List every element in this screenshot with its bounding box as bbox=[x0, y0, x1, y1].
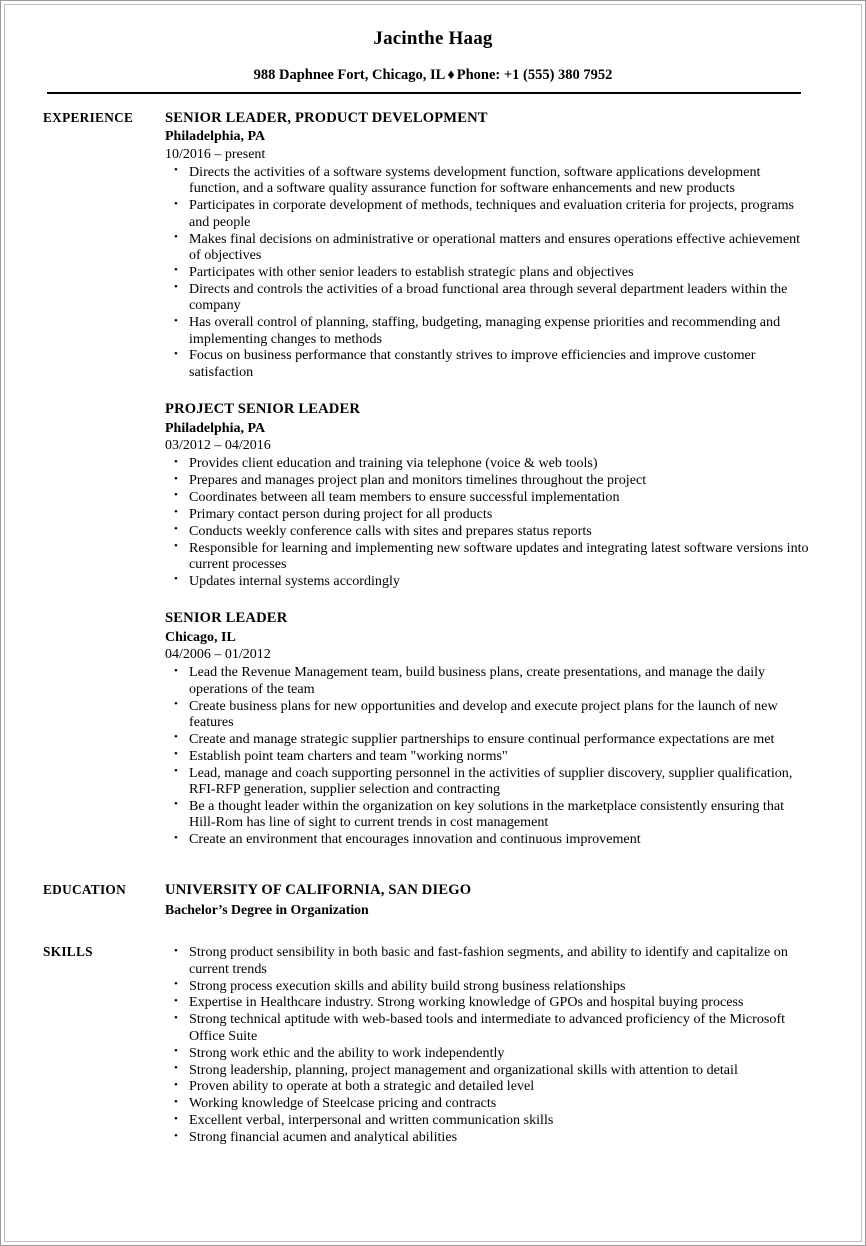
section-label-skills: SKILLS bbox=[43, 944, 93, 960]
candidate-name: Jacinthe Haag bbox=[373, 28, 493, 49]
bullet-item: • Has overall control of planning, staffing, budgeting, managing expense priorities and recommending and implementing changes to methods bbox=[165, 314, 813, 347]
bullet-item: • Proven ability to operate at both a strategic and detailed level bbox=[165, 1078, 813, 1094]
section-education bbox=[5, 882, 861, 918]
bullet-item: • Directs and controls the activities of a broad functional area through several department leaders within the company bbox=[165, 281, 813, 314]
education-entry bbox=[165, 882, 861, 918]
bullet-item: • Strong technical aptitude with web-based tools and intermediate to advanced proficiency of the Microsoft Office Suite bbox=[165, 1011, 813, 1044]
bullet-item: • Participates with other senior leaders to establish strategic plans and objectives bbox=[165, 264, 813, 280]
experience-entry bbox=[165, 110, 813, 381]
bullet-item: • Working knowledge of Steelcase pricing and contracts bbox=[165, 1095, 813, 1111]
skills-bullets bbox=[165, 944, 813, 1145]
bullet-item: • Conducts weekly conference calls with sites and prepares status reports bbox=[165, 523, 813, 539]
bullet-item: • Responsible for learning and implementing new software updates and integrating latest software versions into current processes bbox=[165, 540, 813, 573]
bullet-item: • Coordinates between all team members to ensure successful implementation bbox=[165, 489, 813, 505]
bullet-item: • Strong work ethic and the ability to work independently bbox=[165, 1045, 813, 1061]
bullet-item: • Establish point team charters and team "working norms" bbox=[165, 748, 813, 764]
section-label-experience: EXPERIENCE bbox=[43, 109, 134, 125]
job-location: Philadelphia, PA bbox=[165, 129, 266, 145]
entry-spacer bbox=[165, 590, 813, 610]
bullet-item: • Strong process execution skills and ability build strong business relationships bbox=[165, 978, 813, 994]
job-location: Philadelphia, PA bbox=[165, 420, 266, 436]
bullet-item: • Provides client education and training via telephone (voice & web tools) bbox=[165, 455, 813, 471]
bullet-item: • Focus on business performance that constantly strives to improve efficiencies and improve customer satisfaction bbox=[165, 347, 813, 380]
experience-entry bbox=[165, 401, 813, 590]
entry-spacer bbox=[165, 381, 813, 401]
bullet-item: • Makes final decisions on administrative or operational matters and ensures operations effective achievement of objectives bbox=[165, 231, 813, 264]
education-school: UNIVERSITY OF CALIFORNIA, SAN DIEGO bbox=[165, 882, 472, 899]
bullet-item: • Strong product sensibility in both basic and fast-fashion segments, and ability to identify and capitalize on current trends bbox=[165, 944, 813, 977]
contact-address: 988 Daphnee Fort, Chicago, IL bbox=[253, 66, 446, 83]
header-divider bbox=[47, 92, 801, 94]
diamond-separator-icon: ♦ bbox=[447, 66, 455, 83]
contact-line bbox=[5, 67, 861, 84]
bullet-item: • Excellent verbal, interpersonal and written communication skills bbox=[165, 1112, 813, 1128]
bullet-item: • Lead, manage and coach supporting personnel in the activities of supplier discovery, supplier qualification, RFI-RFP generation, supplier selection and contracting bbox=[165, 765, 813, 798]
experience-entry bbox=[165, 610, 813, 848]
bullet-item: • Updates internal systems accordingly bbox=[165, 573, 813, 589]
page-frame bbox=[4, 4, 862, 1242]
bullet-item: • Create business plans for new opportunities and develop and execute project plans for the launch of new features bbox=[165, 698, 813, 731]
bullet-item: • Participates in corporate development of methods, techniques and evaluation criteria for projects, programs and people bbox=[165, 197, 813, 230]
job-dates: 10/2016 – present bbox=[165, 146, 266, 162]
bullet-item: • Create and manage strategic supplier partnerships to ensure continual performance expectations are met bbox=[165, 731, 813, 747]
job-title: SENIOR LEADER, PRODUCT DEVELOPMENT bbox=[165, 109, 488, 126]
job-location: Chicago, IL bbox=[165, 629, 236, 645]
bullet-item: • Create an environment that encourages innovation and continuous improvement bbox=[165, 831, 813, 847]
bullet-item: • Primary contact person during project for all products bbox=[165, 506, 813, 522]
job-dates: 03/2012 – 04/2016 bbox=[165, 438, 271, 454]
section-experience bbox=[5, 110, 861, 849]
bullet-item: • Strong leadership, planning, project management and organizational skills with attention to detail bbox=[165, 1062, 813, 1078]
job-title: PROJECT SENIOR LEADER bbox=[165, 400, 361, 417]
job-bullets bbox=[165, 664, 813, 847]
section-label-education: EDUCATION bbox=[43, 882, 126, 898]
job-bullets bbox=[165, 455, 813, 589]
bullet-item: • Lead the Revenue Management team, build business plans, create presentations, and manage the daily operations of the team bbox=[165, 664, 813, 697]
bullet-item: • Directs the activities of a software systems development function, software applications development function, and a software quality assurance function for software enhancements and new products bbox=[165, 164, 813, 197]
job-dates: 04/2006 – 01/2012 bbox=[165, 647, 271, 663]
experience-entries bbox=[165, 110, 861, 849]
bullet-item: • Strong financial acumen and analytical abilities bbox=[165, 1129, 813, 1145]
bullet-item: • Be a thought leader within the organization on key solutions in the marketplace consistently ensuring that Hill-Rom has line of sight to current trends in cost management bbox=[165, 798, 813, 831]
job-title: SENIOR LEADER bbox=[165, 609, 288, 626]
section-skills bbox=[5, 943, 861, 1146]
bullet-item: • Expertise in Healthcare industry. Strong working knowledge of GPOs and hospital buying process bbox=[165, 994, 813, 1010]
resume-document bbox=[5, 5, 861, 1241]
job-bullets bbox=[165, 164, 813, 380]
bullet-item: • Prepares and manages project plan and monitors timelines throughout the project bbox=[165, 472, 813, 488]
education-degree: Bachelor’s Degree in Organization bbox=[165, 901, 369, 917]
contact-phone: Phone: +1 (555) 380 7952 bbox=[456, 66, 613, 83]
skills-list-wrap bbox=[165, 943, 861, 1146]
